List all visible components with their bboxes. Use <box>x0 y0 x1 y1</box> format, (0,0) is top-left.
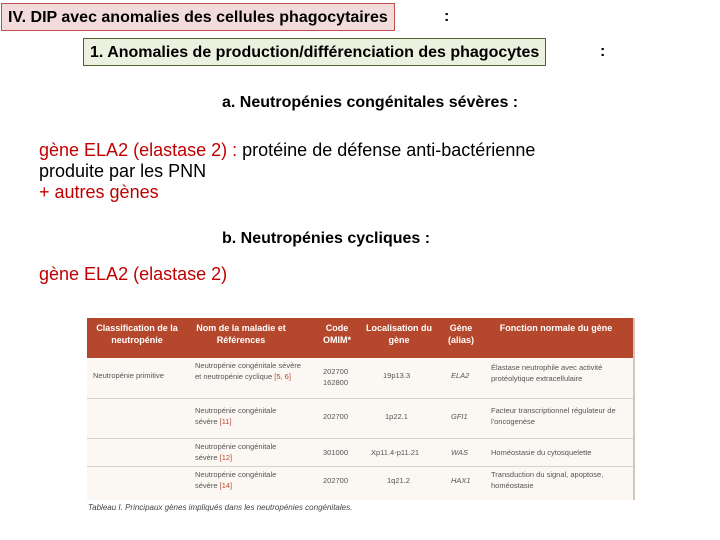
part-a-description-1: protéine de défense anti-bactérienne <box>242 140 536 160</box>
cell-ref: [5, 6] <box>274 372 291 381</box>
cell-ref: [14] <box>219 481 233 490</box>
cell-nom <box>195 469 295 491</box>
cell-nom-text: Neutropénie congénitale sévère <box>195 470 277 490</box>
cell-gene: WAS <box>451 448 468 457</box>
table-row <box>87 466 633 501</box>
cell-nom <box>195 405 295 427</box>
th-localisation: Localisation du gène <box>365 323 432 345</box>
th-classification: Classification de la neutropénie <box>96 323 178 345</box>
th-nom: Nom de la maladie et Références <box>196 323 286 345</box>
cell-gene: GFI1 <box>451 412 468 421</box>
cell-nom <box>195 441 295 463</box>
cell-localisation: 1q21.2 <box>387 476 410 485</box>
cell-localisation: 19p13.3 <box>383 371 411 380</box>
part-a-body <box>39 140 639 203</box>
part-a-title: a. Neutropénies congénitales sévères : <box>222 94 519 111</box>
cell-nom <box>195 360 307 382</box>
cell-code: 301000 <box>323 448 349 457</box>
cell-fonction: Élastase neutrophile avec activité protéolytique extracellulaire <box>491 363 603 383</box>
cell-code: 202700 <box>323 412 349 421</box>
th-gene: Gène (alias) <box>447 323 474 345</box>
th-code: Code OMIM* <box>323 323 351 345</box>
cell-code: 202700 <box>323 476 349 485</box>
section-heading: 1. Anomalies de production/différenciation des phagocytes <box>83 38 546 66</box>
cell-nom-text: Neutropénie congénitale sévère et neutropénie cyclique <box>195 361 301 381</box>
part-a-gene-label: gène ELA2 (elastase 2) : <box>39 140 238 160</box>
table-row <box>87 398 633 439</box>
cell-nom-text: Neutropénie congénitale sévère <box>195 442 277 462</box>
table-caption: Tableau I. Principaux gènes impliqués dans les neutropénies congénitales. <box>88 503 353 512</box>
part-a-description-2: produite par les PNN <box>39 161 207 181</box>
th-fonction: Fonction normale du gène <box>499 323 613 333</box>
main-heading-colon: : <box>444 8 450 25</box>
part-a-other-genes: + autres gènes <box>39 182 159 202</box>
table-row <box>87 358 633 396</box>
cell-localisation: 1p22.1 <box>385 412 408 421</box>
cell-gene: HAX1 <box>451 476 471 485</box>
table-header <box>87 318 633 358</box>
cell-fonction: Transduction du signal, apoptose, homéostasie <box>491 470 604 490</box>
section-heading-colon: : <box>600 43 606 60</box>
cell-localisation: Xp11.4-p11.21 <box>371 448 420 457</box>
main-heading: IV. DIP avec anomalies des cellules phagocytaires <box>1 3 395 31</box>
cell-nom-text: Neutropénie congénitale sévère <box>195 406 277 426</box>
cell-ref: [12] <box>219 453 233 462</box>
cell-ref: [11] <box>219 417 232 426</box>
cell-classification: Neutropénie primitive <box>93 371 164 380</box>
part-b-gene-label: gène ELA2 (elastase 2) <box>39 264 228 284</box>
cell-code: 202700 162800 <box>323 367 349 387</box>
cell-gene: ELA2 <box>451 371 470 380</box>
part-a-line1 <box>39 140 639 161</box>
part-b-title: b. Neutropénies cycliques : <box>222 230 431 247</box>
cell-fonction: Homéostasie du cytosquelette <box>491 448 592 457</box>
genes-table <box>87 318 635 500</box>
cell-fonction: Facteur transcriptionnel régulateur de l'oncogenèse <box>491 406 616 426</box>
